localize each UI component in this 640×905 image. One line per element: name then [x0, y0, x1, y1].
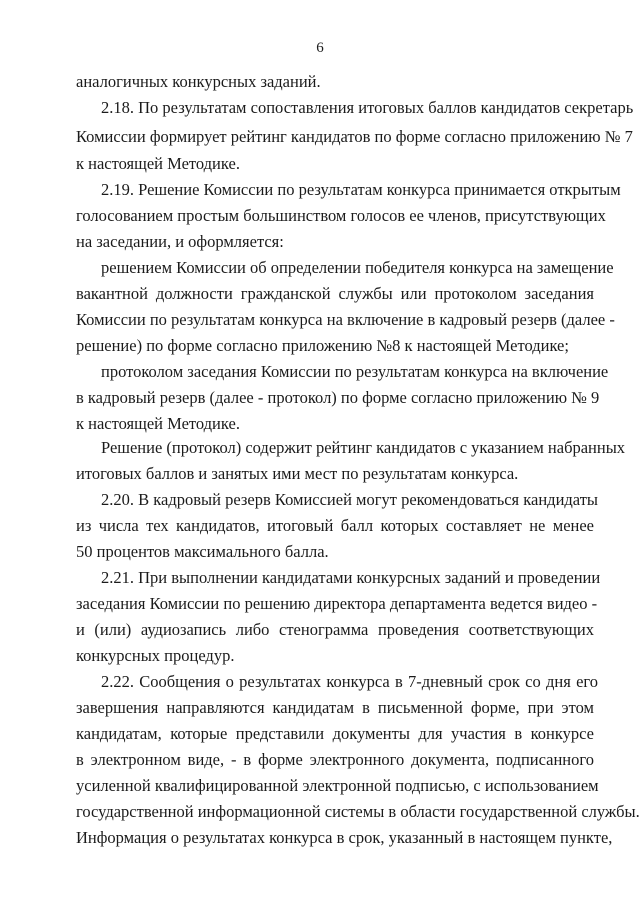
paragraph-line: Комиссии формирует рейтинг кандидатов по форме согласно приложению № 7 — [76, 127, 633, 146]
paragraph-line: завершения направляются кандидатам в письменной форме, при этом — [76, 698, 594, 717]
paragraph-line: Информация о результатах конкурса в срок, указанный в настоящем пункте, — [76, 828, 613, 847]
paragraph-line: кандидатам, которые представили документы для участия в конкурсе — [76, 724, 594, 743]
paragraph-line: аналогичных конкурсных заданий. — [76, 72, 321, 91]
paragraph-line: 2.18. По результатам сопоставления итоговых баллов кандидатов секретарь — [101, 98, 634, 117]
paragraph-line: заседания Комиссии по решению директора департамента ведется видео - — [76, 594, 598, 613]
paragraph-line: в кадровый резерв (далее - протокол) по форме согласно приложению № 9 — [76, 388, 600, 407]
paragraph-line: 50 процентов максимального балла. — [76, 542, 329, 561]
paragraph-line: вакантной должности гражданской службы или протоколом заседания — [76, 284, 594, 303]
paragraph-line: на заседании, и оформляется: — [76, 232, 284, 251]
paragraph-line: из числа тех кандидатов, итоговый балл которых составляет не менее — [76, 516, 594, 535]
paragraph-line: к настоящей Методике. — [76, 414, 240, 433]
paragraph-line: 2.19. Решение Комиссии по результатам конкурса принимается открытым — [101, 180, 621, 199]
paragraph-line: 2.20. В кадровый резерв Комиссией могут рекомендоваться кандидаты — [101, 490, 598, 509]
paragraph-line: к настоящей Методике. — [76, 154, 240, 173]
paragraph-line: Комиссии по результатам конкурса на включение в кадровый резерв (далее - — [76, 310, 615, 329]
paragraph-line: решение) по форме согласно приложению №8 к настоящей Методике; — [76, 336, 569, 355]
paragraph-line: Решение (протокол) содержит рейтинг кандидатов с указанием набранных — [101, 438, 626, 457]
page-number: 6 — [316, 40, 324, 56]
paragraph-line: итоговых баллов и занятых ими мест по результатам конкурса. — [76, 464, 519, 483]
paragraph-line: государственной информационной системы в области государственной службы. — [76, 802, 640, 821]
paragraph-line: усиленной квалифицированной электронной подписью, с использованием — [76, 776, 599, 795]
paragraph-line: протоколом заседания Комиссии по результатам конкурса на включение — [101, 362, 609, 381]
paragraph-line: и (или) аудиозапись либо стенограмма проведения соответствующих — [76, 620, 594, 639]
paragraph-line: голосованием простым большинством голосов ее членов, присутствующих — [76, 206, 606, 225]
paragraph-line: 2.22. Сообщения о результатах конкурса в 7-дневный срок со дня его — [101, 672, 598, 691]
paragraph-line: конкурсных процедур. — [76, 646, 235, 665]
paragraph-line: в электронном виде, - в форме электронного документа, подписанного — [76, 750, 594, 769]
paragraph-line: решением Комиссии об определении победителя конкурса на замещение — [101, 258, 614, 277]
paragraph-line: 2.21. При выполнении кандидатами конкурсных заданий и проведении — [101, 568, 601, 587]
